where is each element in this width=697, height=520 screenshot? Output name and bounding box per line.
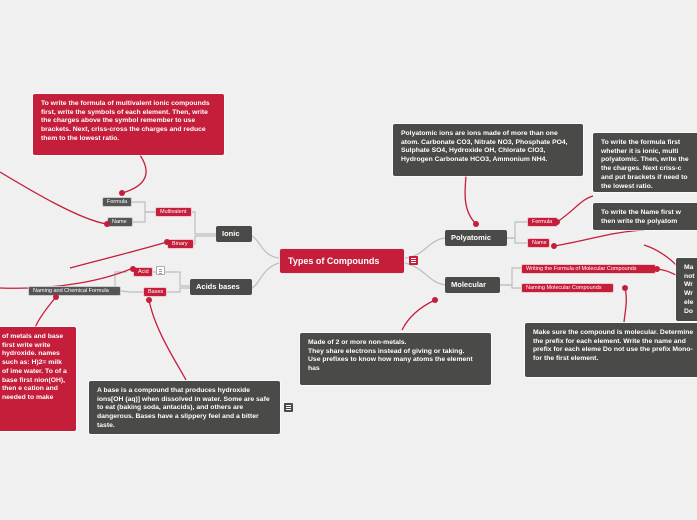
connector-dot xyxy=(119,190,125,196)
subtopic-naming-chemical-formula[interactable]: Naming and Chemical Formula xyxy=(28,286,121,296)
notes-icon[interactable] xyxy=(409,256,418,265)
subtopic-name[interactable]: Name xyxy=(107,217,133,227)
topic-polyatomic[interactable]: Polyatomic xyxy=(445,230,507,246)
note-polyatomic-formula xyxy=(593,133,697,192)
note-molecular-definition xyxy=(300,333,491,385)
subtopic-formula[interactable]: Formula xyxy=(102,197,132,207)
note-text: Ma not Wr Wr ele Do xyxy=(684,264,697,315)
topic-molecular[interactable]: Molecular xyxy=(445,277,500,293)
connector-dot xyxy=(551,243,557,249)
note-text: To write the formula of multivalent ionic compounds first, write the symbols of each element. Then, write the charges above the symbol remember to use brackets. Next, criss-cross the charges and reduce them to the lowest ratio. xyxy=(41,100,212,142)
note-writing-molecular-formula xyxy=(676,258,697,321)
subtopic-binary[interactable]: Binary xyxy=(167,239,194,249)
note-text: A base is a compound that produces hydroxide ions[OH (aq)] when dissolved in water. Some are safe to eat (baking soda, antacids), and others are dangerous. Bases have a slippery feel and a bitter taste. xyxy=(97,387,272,429)
subtopic-acid[interactable]: Acid xyxy=(133,267,153,277)
note-text: To write the formula first whether it is ionic, multi polyatomic. Then, write the the charges. Next criss-c and put brackets if need to the lowest ratio. xyxy=(601,139,691,190)
note-bases-definition xyxy=(89,381,280,434)
connector-dot xyxy=(554,219,560,225)
connector-dot xyxy=(473,221,479,227)
note-polyatomic-name xyxy=(593,203,697,230)
note-text: Made of 2 or more non-metals. They share electrons instead of giving or taking. Use prefixes to know how many atoms the element has xyxy=(308,339,473,373)
note-text: Polyatomic ions are ions made of more than one atom. Carbonate CO3, Nitrate NO3, Phosphate PO4, Sulphate SO4, Hydroxide OH, Chlorate ClO3, Hydrogen Carbonate HCO3, Ammonium NH4. xyxy=(401,130,570,164)
connector-dot xyxy=(432,297,438,303)
connector-dot xyxy=(654,266,660,272)
subtopic-poly-formula[interactable]: Formula xyxy=(527,217,558,227)
central-topic[interactable]: Types of Compounds xyxy=(279,248,405,274)
subtopic-multivalent[interactable]: Multivalent xyxy=(155,207,192,217)
subtopic-poly-name[interactable]: Name xyxy=(527,238,550,248)
connector-dot xyxy=(622,285,628,291)
topic-acids-bases[interactable]: Acids bases xyxy=(190,279,252,295)
note-naming-chemical-formula xyxy=(0,327,76,431)
connector-dot xyxy=(53,294,59,300)
subtopic-bases[interactable]: Bases xyxy=(143,287,167,297)
subtopic-naming-molecular[interactable]: Naming Molecular Compounds xyxy=(521,283,614,293)
note-naming-molecular xyxy=(525,323,697,377)
note-text: of metals and base first write write hydroxide. names such as: H)2= milk of ime water. To of a base first nion(OH), then e cation and needed to make xyxy=(2,333,69,401)
note-text: To write the Name first w then write the polyatom xyxy=(601,209,683,225)
topic-ionic[interactable]: Ionic xyxy=(216,226,252,242)
note-polyatomic-definition xyxy=(393,124,583,176)
connector-dot xyxy=(146,297,152,303)
notes-icon[interactable] xyxy=(284,403,293,412)
note-text: Make sure the compound is molecular. Determine the prefix for each element. Write the name and prefix for each eleme Do not use the prefix Mono- for the first element. xyxy=(533,329,696,363)
connector-dot xyxy=(130,266,136,272)
note-multivalent-formula xyxy=(33,94,224,155)
connector-dot xyxy=(164,239,170,245)
notes-icon[interactable] xyxy=(156,266,165,275)
subtopic-writing-molecular-formula[interactable]: Writing the Formula of Molecular Compounds xyxy=(521,264,656,274)
connector-dot xyxy=(104,221,110,227)
